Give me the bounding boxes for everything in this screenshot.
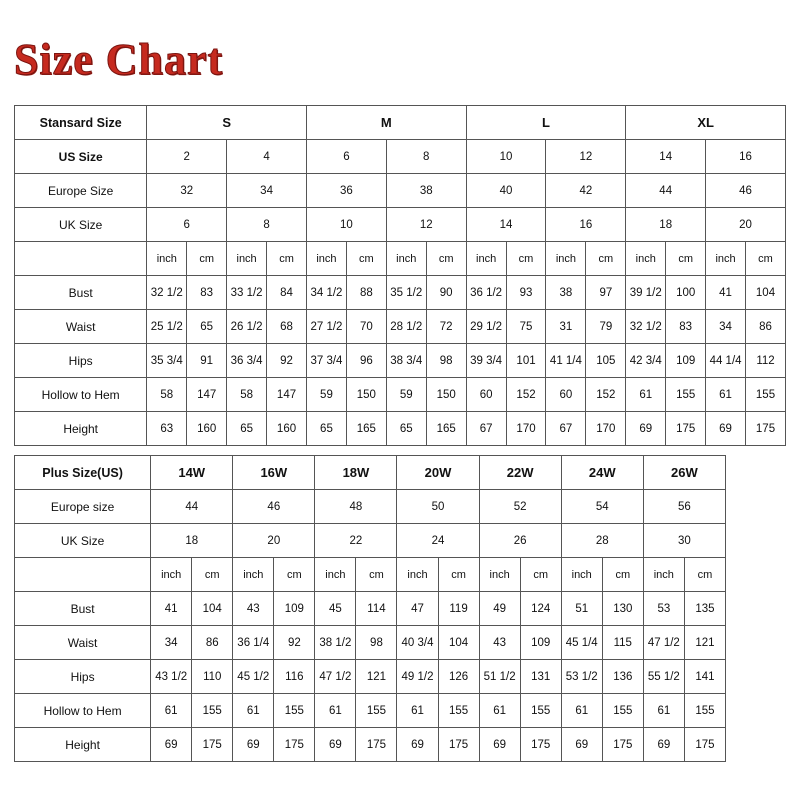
table-cell: 36 [307,174,387,208]
table-cell: 83 [666,310,706,344]
table-cell: 69 [315,728,356,762]
table-cell: 59 [307,378,347,412]
table-cell: 45 1/4 [561,626,602,660]
table-cell: 69 [479,728,520,762]
table-row [15,174,786,208]
table-cell: 98 [426,344,466,378]
table-cell: 49 1/2 [397,660,438,694]
table-cell: 6 [147,208,227,242]
table-cell: 97 [586,276,626,310]
table-cell: 43 [233,592,274,626]
table-cell: 28 1/2 [386,310,426,344]
unit-cell: cm [267,242,307,276]
unit-cell: cm [274,558,315,592]
table-cell: 46 [706,174,786,208]
table-row [15,344,786,378]
table-cell: 46 [233,490,315,524]
table-cell: 104 [746,276,786,310]
table-cell: 59 [386,378,426,412]
table-cell: 33 1/2 [227,276,267,310]
table-row [15,310,786,344]
table-cell: 170 [586,412,626,446]
table-cell: 45 [315,592,356,626]
table-cell: 26 1/2 [227,310,267,344]
table-cell: 12 [546,140,626,174]
table-cell: 100 [666,276,706,310]
unit-cell: cm [602,558,643,592]
table-cell: 152 [506,378,546,412]
table-cell: 65 [307,412,347,446]
table-cell: 52 [479,490,561,524]
row-label: Europe size [15,490,151,524]
unit-cell: cm [520,558,561,592]
table-cell: 67 [546,412,586,446]
table-cell: 175 [192,728,233,762]
table-cell: 49 [479,592,520,626]
table-cell: 155 [746,378,786,412]
table-cell: 14 [466,208,546,242]
table-cell: 160 [187,412,227,446]
table-cell: 40 [466,174,546,208]
table-cell: 61 [151,694,192,728]
table-cell: 18 [151,524,233,558]
table-cell: 69 [561,728,602,762]
table-cell: 104 [192,592,233,626]
table-cell: 14 [626,140,706,174]
table-cell: 34 [706,310,746,344]
table-cell: 135 [684,592,725,626]
table-cell: 79 [586,310,626,344]
table-cell: 38 1/2 [315,626,356,660]
unit-cell: inch [227,242,267,276]
table-cell: 32 1/2 [147,276,187,310]
table-cell: 32 [147,174,227,208]
table-row [15,728,726,762]
table-cell: 175 [666,412,706,446]
table-cell: 16 [546,208,626,242]
unit-cell: inch [546,242,586,276]
table-cell: 90 [426,276,466,310]
table-cell: 38 3/4 [386,344,426,378]
unit-cell: cm [684,558,725,592]
row-label: Height [15,728,151,762]
table-cell: 155 [356,694,397,728]
table-cell: 30 [643,524,725,558]
table-cell: 155 [438,694,479,728]
table-cell: 42 3/4 [626,344,666,378]
table-cell: 6 [307,140,387,174]
standard-size-table [14,105,786,446]
table-cell: 175 [274,728,315,762]
table-cell: 155 [520,694,561,728]
table-cell: 96 [346,344,386,378]
plus-size-16W: 16W [233,456,315,490]
table-cell: 27 1/2 [307,310,347,344]
table-cell: 28 [561,524,643,558]
table-cell: 130 [602,592,643,626]
size-group-L: L [466,106,626,140]
table-cell: 47 [397,592,438,626]
table-cell: 50 [397,490,479,524]
table-cell: 25 1/2 [147,310,187,344]
plus-size-14W: 14W [151,456,233,490]
table-cell: 61 [626,378,666,412]
table-cell: 69 [397,728,438,762]
unit-cell: cm [586,242,626,276]
size-group-XL: XL [626,106,786,140]
standard-size-header: Stansard Size [15,106,147,140]
table-cell: 58 [147,378,187,412]
table-cell: 109 [666,344,706,378]
row-label: Bust [15,276,147,310]
table-cell: 44 [151,490,233,524]
table-cell: 69 [643,728,684,762]
table-row [15,660,726,694]
table-cell: 114 [356,592,397,626]
table-cell: 42 [546,174,626,208]
table-cell: 41 [151,592,192,626]
row-label: Hollow to Hem [15,378,147,412]
unit-cell: cm [346,242,386,276]
table-cell: 36 3/4 [227,344,267,378]
table-cell: 60 [546,378,586,412]
table-row [15,208,786,242]
table-cell: 155 [684,694,725,728]
table-cell: 54 [561,490,643,524]
table-cell: 150 [426,378,466,412]
unit-cell: inch [151,558,192,592]
row-label: UK Size [15,524,151,558]
table-cell: 16 [706,140,786,174]
unit-cell: cm [666,242,706,276]
table-cell: 38 [546,276,586,310]
unit-cell: cm [746,242,786,276]
table-cell: 175 [520,728,561,762]
table-cell: 121 [356,660,397,694]
unit-cell: cm [426,242,466,276]
table-cell: 44 1/4 [706,344,746,378]
table-row [15,106,786,140]
table-cell: 45 1/2 [233,660,274,694]
table-cell: 61 [643,694,684,728]
table-cell: 83 [187,276,227,310]
table-cell: 175 [356,728,397,762]
table-cell: 155 [274,694,315,728]
plus-size-table [14,455,726,762]
unit-cell: cm [192,558,233,592]
table-cell: 61 [233,694,274,728]
page-title: Size Chart [14,35,224,84]
unit-cell: inch [307,242,347,276]
table-row [15,456,726,490]
table-cell: 34 [151,626,192,660]
table-cell: 141 [684,660,725,694]
table-cell: 44 [626,174,706,208]
table-cell: 18 [626,208,706,242]
table-cell: 175 [438,728,479,762]
table-cell: 34 [227,174,307,208]
table-cell: 22 [315,524,397,558]
table-cell: 121 [684,626,725,660]
unit-cell: cm [356,558,397,592]
table-cell: 69 [706,412,746,446]
table-cell: 65 [227,412,267,446]
row-label: Hollow to Hem [15,694,151,728]
table-cell: 175 [602,728,643,762]
table-cell: 136 [602,660,643,694]
unit-cell: inch [466,242,506,276]
row-label: Waist [15,626,151,660]
table-cell: 39 1/2 [626,276,666,310]
table-cell: 155 [666,378,706,412]
table-cell: 40 3/4 [397,626,438,660]
table-cell: 109 [274,592,315,626]
table-cell: 60 [466,378,506,412]
table-cell: 165 [346,412,386,446]
table-cell: 126 [438,660,479,694]
table-cell: 37 3/4 [307,344,347,378]
spacer-cell [15,558,151,592]
table-cell: 38 [386,174,466,208]
table-cell: 47 1/2 [315,660,356,694]
table-cell: 98 [356,626,397,660]
table-cell: 104 [438,626,479,660]
table-cell: 160 [267,412,307,446]
unit-cell: inch [386,242,426,276]
plus-size-26W: 26W [643,456,725,490]
table-cell: 147 [267,378,307,412]
unit-cell: inch [626,242,666,276]
plus-size-24W: 24W [561,456,643,490]
size-group-M: M [307,106,467,140]
table-row [15,140,786,174]
table-cell: 36 1/4 [233,626,274,660]
table-cell: 32 1/2 [626,310,666,344]
table-cell: 61 [706,378,746,412]
table-cell: 175 [684,728,725,762]
table-cell: 20 [706,208,786,242]
table-cell: 109 [520,626,561,660]
table-row [15,626,726,660]
table-cell: 72 [426,310,466,344]
row-label: Height [15,412,147,446]
plus-size-18W: 18W [315,456,397,490]
size-group-S: S [147,106,307,140]
row-label: Europe Size [15,174,147,208]
table-cell: 35 1/2 [386,276,426,310]
plus-size-22W: 22W [479,456,561,490]
table-cell: 86 [746,310,786,344]
row-label: US Size [15,140,147,174]
table-cell: 147 [187,378,227,412]
table-cell: 116 [274,660,315,694]
table-cell: 110 [192,660,233,694]
unit-cell: cm [438,558,479,592]
table-row [15,490,726,524]
table-cell: 101 [506,344,546,378]
table-cell: 93 [506,276,546,310]
table-cell: 65 [187,310,227,344]
table-cell: 61 [315,694,356,728]
table-cell: 152 [586,378,626,412]
table-cell: 36 1/2 [466,276,506,310]
table-cell: 165 [426,412,466,446]
unit-cell: cm [187,242,227,276]
table-cell: 12 [386,208,466,242]
table-cell: 41 1/4 [546,344,586,378]
row-label: Bust [15,592,151,626]
table-cell: 65 [386,412,426,446]
spacer-cell [15,242,147,276]
table-cell: 69 [626,412,666,446]
table-cell: 20 [233,524,315,558]
table-cell: 124 [520,592,561,626]
table-cell: 43 [479,626,520,660]
row-label: Hips [15,344,147,378]
table-cell: 92 [274,626,315,660]
table-cell: 75 [506,310,546,344]
table-cell: 92 [267,344,307,378]
table-cell: 69 [151,728,192,762]
unit-cell: inch [147,242,187,276]
table-cell: 31 [546,310,586,344]
table-row [15,276,786,310]
table-cell: 88 [346,276,386,310]
table-cell: 61 [561,694,602,728]
row-label: Waist [15,310,147,344]
table-cell: 91 [187,344,227,378]
table-cell: 70 [346,310,386,344]
table-row [15,524,726,558]
table-cell: 41 [706,276,746,310]
table-cell: 175 [746,412,786,446]
table-cell: 69 [233,728,274,762]
row-label: Hips [15,660,151,694]
row-label: UK Size [15,208,147,242]
unit-cell: cm [506,242,546,276]
table-cell: 34 1/2 [307,276,347,310]
table-cell: 131 [520,660,561,694]
table-cell: 53 [643,592,684,626]
table-cell: 58 [227,378,267,412]
table-cell: 119 [438,592,479,626]
table-cell: 10 [307,208,387,242]
table-cell: 115 [602,626,643,660]
table-row [15,378,786,412]
table-cell: 61 [397,694,438,728]
table-cell: 63 [147,412,187,446]
unit-cell: inch [706,242,746,276]
table-cell: 4 [227,140,307,174]
unit-cell: inch [315,558,356,592]
table-cell: 155 [192,694,233,728]
table-cell: 84 [267,276,307,310]
table-cell: 43 1/2 [151,660,192,694]
table-cell: 112 [746,344,786,378]
table-row [15,242,786,276]
unit-cell: inch [479,558,520,592]
table-cell: 26 [479,524,561,558]
table-cell: 150 [346,378,386,412]
table-cell: 10 [466,140,546,174]
table-cell: 8 [227,208,307,242]
table-cell: 86 [192,626,233,660]
unit-cell: inch [643,558,684,592]
table-cell: 29 1/2 [466,310,506,344]
table-cell: 48 [315,490,397,524]
table-cell: 35 3/4 [147,344,187,378]
table-cell: 39 3/4 [466,344,506,378]
table-cell: 105 [586,344,626,378]
unit-cell: inch [233,558,274,592]
table-cell: 170 [506,412,546,446]
table-row [15,694,726,728]
plus-size-header: Plus Size(US) [15,456,151,490]
table-cell: 56 [643,490,725,524]
unit-cell: inch [397,558,438,592]
table-cell: 8 [386,140,466,174]
table-row [15,412,786,446]
table-cell: 2 [147,140,227,174]
plus-size-20W: 20W [397,456,479,490]
table-cell: 51 1/2 [479,660,520,694]
table-cell: 67 [466,412,506,446]
table-row [15,592,726,626]
table-cell: 61 [479,694,520,728]
table-row [15,558,726,592]
table-cell: 155 [602,694,643,728]
table-cell: 51 [561,592,602,626]
table-cell: 53 1/2 [561,660,602,694]
table-cell: 68 [267,310,307,344]
unit-cell: inch [561,558,602,592]
table-cell: 55 1/2 [643,660,684,694]
table-cell: 24 [397,524,479,558]
table-cell: 47 1/2 [643,626,684,660]
